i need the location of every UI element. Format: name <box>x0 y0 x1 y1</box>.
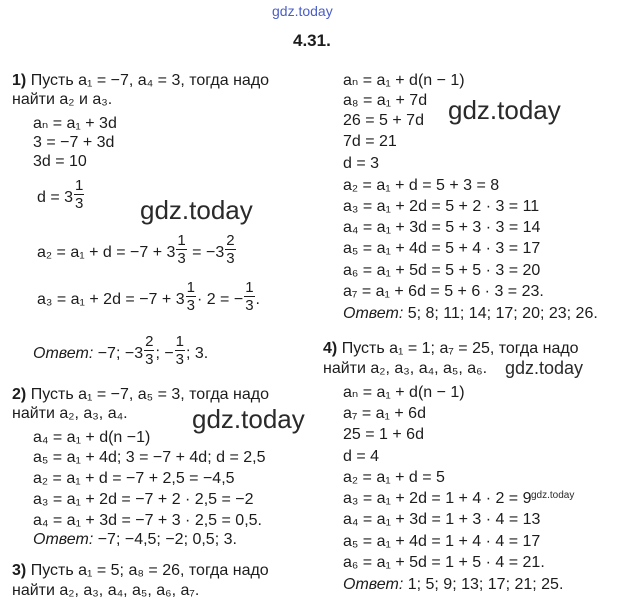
answer-label: Ответ: <box>343 576 404 593</box>
part3-number: 3) <box>12 562 27 579</box>
part4-formula-3: 25 = 1 + 6d <box>343 426 424 443</box>
problem-number: 4.31. <box>293 31 331 50</box>
part4-a6: a₆ = a₁ + 5d = 1 + 5 · 4 = 21. <box>343 554 545 571</box>
part3-formula-2: a₈ = a₁ + 7d <box>343 92 428 109</box>
part4-a4: a₄ = a₁ + 3d = 1 + 3 · 4 = 13 <box>343 511 541 528</box>
part3-formula-5: d = 3 <box>343 155 380 172</box>
part2-answer: Ответ: −7; −4,5; −2; 0,5; 3. <box>33 531 237 548</box>
part4-number: 4) <box>323 340 338 357</box>
part1-d-value: d = 3 $\frac{1}{3}$ <box>37 177 84 212</box>
part3-statement: Пусть a₁ = 5; a₈ = 26, тогда надо <box>30 562 269 579</box>
part2-formula-5: a₄ = a₁ + 3d = −7 + 3 · 2,5 = 0,5. <box>33 512 262 529</box>
answer-label: Ответ: <box>343 305 404 322</box>
part1-formula-2: 3 = −7 + 3d <box>33 134 115 151</box>
part4-formula-2: a₇ = a₁ + 6d <box>343 405 426 422</box>
part2-statement-line1 <box>12 386 269 404</box>
answer-label: Ответ: <box>33 531 94 548</box>
part4-statement-line2: найти a₂, a₃, a₄, a₅, a₆. <box>323 360 488 377</box>
watermark-right-middle: gdz.today <box>505 358 584 378</box>
part2-statement: Пусть a₁ = −7, a₅ = 3, тогда надо <box>30 386 269 403</box>
part1-formula-3: 3d = 10 <box>33 153 87 170</box>
part1-number: 1) <box>12 72 27 89</box>
part3-formula-3: 26 = 5 + 7d <box>343 112 424 129</box>
part1-statement-line1 <box>12 72 269 90</box>
part3-answer: Ответ: 5; 8; 11; 14; 17; 20; 23; 26. <box>343 305 598 322</box>
watermark-right-top: gdz.today <box>448 95 561 125</box>
part3-a7: a₇ = a₁ + 6d = 5 + 6 · 3 = 23. <box>343 283 544 300</box>
part2-formula-3: a₂ = a₁ + d = −7 + 2,5 = −4,5 <box>33 470 235 487</box>
part2-number: 2) <box>12 386 27 403</box>
part3-a5: a₅ = a₁ + 4d = 5 + 4 · 3 = 17 <box>343 240 541 257</box>
watermark-left-lower: gdz.today <box>192 404 305 434</box>
watermark-left-middle: gdz.today <box>140 195 253 225</box>
part3-formula-4: 7d = 21 <box>343 133 397 150</box>
part3-statement-line2: найти a₂, a₃, a₄, a₅, a₆, a₇. <box>12 582 200 599</box>
part3-a4: a₄ = a₁ + 3d = 5 + 3 · 3 = 14 <box>343 219 541 236</box>
part2-formula-2: a₅ = a₁ + 4d; 3 = −7 + 4d; d = 2,5 <box>33 449 266 466</box>
part4-a3: a₃ = a₁ + 2d = 1 + 4 · 2 = 9 <box>343 490 532 507</box>
part1-statement: Пусть a₁ = −7, a₄ = 3, тогда надо <box>30 72 270 89</box>
part1-formula-1: aₙ = a₁ + 3d <box>33 115 117 132</box>
watermark-small: gdz.today <box>531 490 575 501</box>
part4-statement: Пусть a₁ = 1; a₇ = 25, тогда надо <box>341 340 579 357</box>
part3-formula-1: aₙ = a₁ + d(n − 1) <box>343 72 465 89</box>
part4-statement-line1 <box>323 340 579 358</box>
part4-a2: a₂ = a₁ + d = 5 <box>343 469 445 486</box>
part1-statement-line2: найти a₂ и a₃. <box>12 91 113 108</box>
watermark-top: gdz.today <box>272 3 333 19</box>
part1-a2: a₂ = a₁ + d = −7 + 3 $\frac{1}{3}$ = −3 $\frac{2}{3}$ <box>37 232 235 267</box>
part4-a5: a₅ = a₁ + 4d = 1 + 4 · 4 = 17 <box>343 533 541 550</box>
part3-statement-line1 <box>12 562 269 580</box>
part3-a3: a₃ = a₁ + 2d = 5 + 2 · 3 = 11 <box>343 198 540 215</box>
answer-label: Ответ: <box>33 345 94 362</box>
part3-a6: a₆ = a₁ + 5d = 5 + 5 · 3 = 20 <box>343 262 541 279</box>
part4-formula-4: d = 4 <box>343 448 380 465</box>
part4-answer: Ответ: 1; 5; 9; 13; 17; 21; 25. <box>343 576 564 593</box>
part1-a3: a₃ = a₁ + 2d = −7 + 3 $\frac{1}{3}$ · 2 = − $\frac{1}{3}$ . <box>37 279 260 314</box>
part2-statement-line2: найти a₂, a₃, a₄. <box>12 405 128 422</box>
part2-formula-4: a₃ = a₁ + 2d = −7 + 2 · 2,5 = −2 <box>33 491 254 508</box>
part3-a2: a₂ = a₁ + d = 5 + 3 = 8 <box>343 177 500 194</box>
part1-answer: Ответ: −7; −3 $\frac{2}{3}$ ; − $\frac{1}{3}$ ; 3. <box>33 333 209 368</box>
part4-formula-1: aₙ = a₁ + d(n − 1) <box>343 384 465 401</box>
part2-formula-1: a₄ = a₁ + d(n −1) <box>33 429 151 446</box>
